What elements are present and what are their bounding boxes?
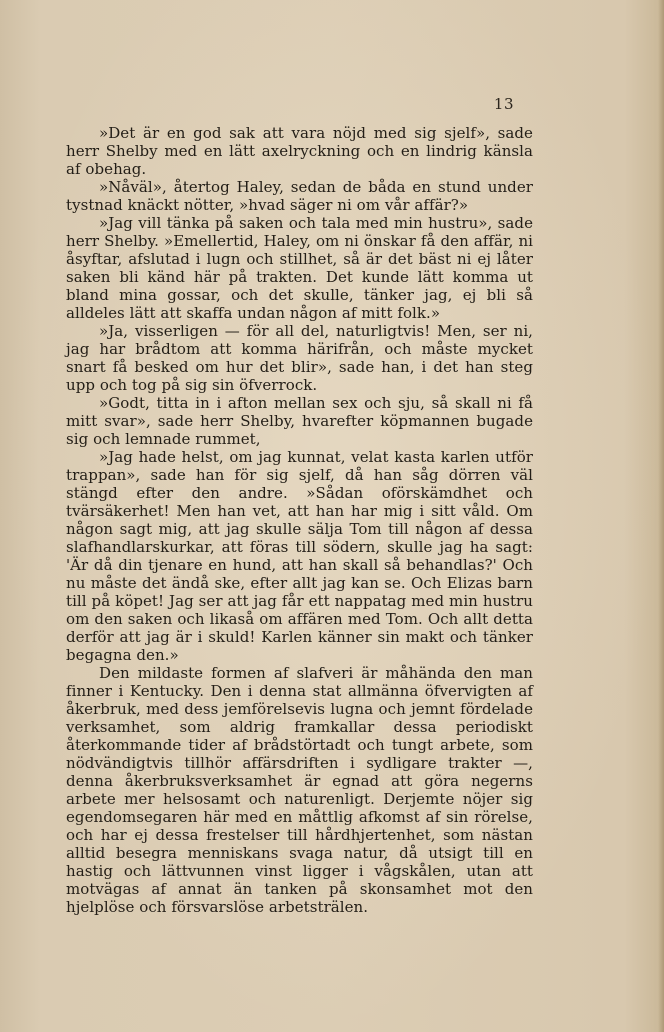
paragraph: »Nåväl», återtog Haley, sedan de båda en stund under tystnad knäckt nötter, »hvad säger ni om vår affär?» xyxy=(66,178,533,214)
paragraph: »Jag hade helst, om jag kunnat, velat kasta karlen utför trappan», sade han för sig sjelf, då han såg dörren väl stängd efter den andre. »Sådan oförskämdhet och tvärsäkerhet! Men han vet, att han har mig i sitt våld. Om någon sagt mig, att jag skulle sälja Tom till någon af dessa slafhandlarskurkar, att föras till södern, skulle jag ha sagt: 'Är då din tjenare en hund, att han skall så behandlas?' Och nu måste det ändå ske, efter allt jag kan se. Och Elizas barn till på köpet! Jag ser att jag får ett nappatag med min hustru om den saken och likaså om affären med Tom. Och allt detta derför att jag är i skuld! Karlen känner sin makt och tänker begagna den.» xyxy=(66,448,533,664)
paragraph: »Ja, visserligen — för all del, naturligtvis! Men, ser ni, jag har brådtom att komma härifrån, och måste mycket snart få besked om hur det blir», sade han, i det han steg upp och tog på sig sin öfverrock. xyxy=(66,322,533,394)
page-edge-shadow xyxy=(658,0,664,1032)
page-number: 13 xyxy=(493,95,514,113)
paragraph: »Det är en god sak att vara nöjd med sig sjelf», sade herr Shelby med en lätt axelryckning och en lindrig känsla af obehag. xyxy=(66,124,533,178)
body-text xyxy=(66,124,533,916)
paragraph: »Jag vill tänka på saken och tala med min hustru», sade herr Shelby. »Emellertid, Haley, om ni önskar få den affär, ni åsyftar, afslutad i lugn och stillhet, så är det bäst ni ej låter saken bli känd här på trakten. Det kunde lätt komma ut bland mina gossar, och det skulle, tänker jag, ej bli så alldeles lätt att skaffa undan någon af mitt folk.» xyxy=(66,214,533,322)
paragraph: Den mildaste formen af slafveri är måhända den man finner i Kentucky. Den i denna stat allmänna öfvervigten af åkerbruk, med dess jemförelsevis lugna och jemnt fördelade verksamhet, som aldrig framkallar dessa periodiskt återkommande tider af brådstörtadt och tungt arbete, som nödvändigtvis tillhör affärsdriften i sydligare trakter —, denna åkerbruksverksamhet är egnad att göra negerns arbete mer helsosamt och naturenligt. Derjemte nöjer sig egendomsegaren här med en måttlig afkomst af sin rörelse, och har ej dessa frestelser till hårdhjertenhet, som nästan alltid besegra menniskans svaga natur, då utsigt till en hastig och lättvunnen vinst ligger i vågskålen, utan att motvägas af annat än tanken på skonsamhet mot den hjelplöse och försvarslöse arbetsträlen. xyxy=(66,664,533,916)
paragraph: »Godt, titta in i afton mellan sex och sju, så skall ni få mitt svar», sade herr Shelby, hvarefter köpmannen bugade sig och lemnade rummet, xyxy=(66,394,533,448)
